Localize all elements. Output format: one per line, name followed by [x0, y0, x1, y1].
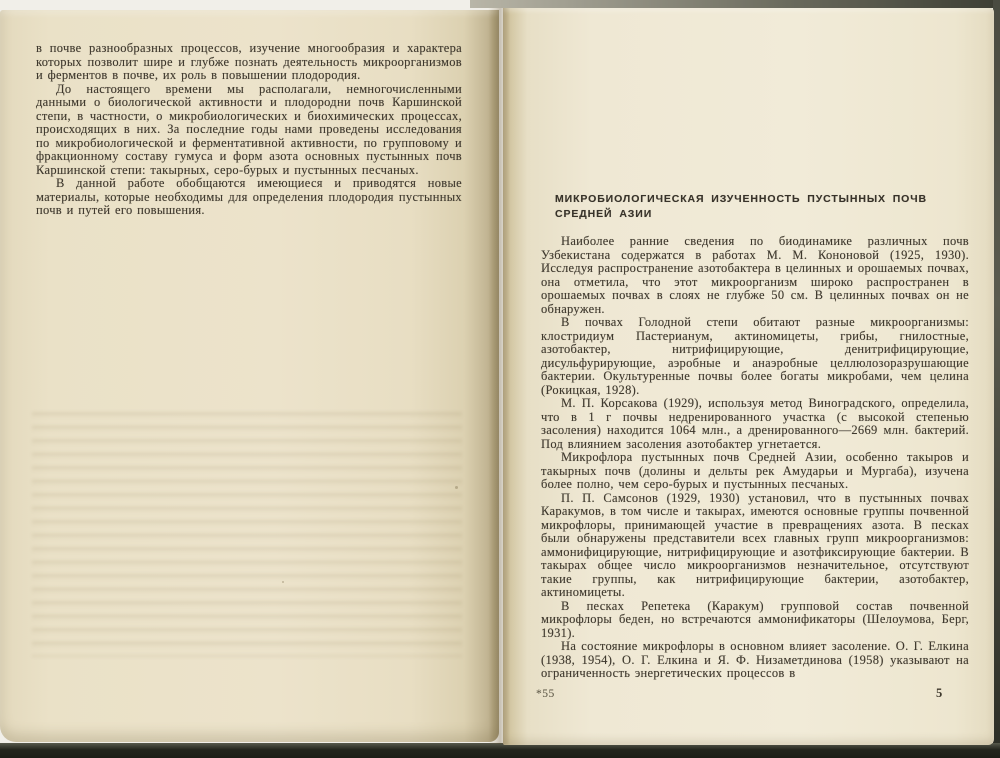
- left-page-text: [36, 42, 462, 218]
- right-page-text: [541, 192, 969, 681]
- book-block-shadow: [0, 743, 1000, 758]
- paragraph: В данной работе обобщаются имеющиеся и приводятся новые материалы, которые необходимы для определения плодородия пустынных почв и путей его повышения.: [36, 176, 462, 217]
- paper-speck: [282, 581, 284, 583]
- bleed-through-text: [32, 412, 462, 657]
- paragraph: До настоящего времени мы располагали, немногочисленными данными о биологической активности и плодородни почв Каршинской степи, в частности, о микробиологических и биохимических процессах, происходящих в них. За последние годы нами проведены исследования по микробиологической и ферментативной активности, по групповому и фракционному составу гумуса и форм азота основных пустынных почв Каршинской степи: такырных, серо-бурых и пустынных песчаных.: [36, 81, 462, 177]
- photo-edge-top: [470, 0, 1000, 8]
- page-number: 5: [936, 686, 943, 700]
- paragraph: В песках Репетека (Каракум) групповой состав почвенной микрофлоры беден, но встречаются аммонификаторы (Шелоумова, Берг, 1931).: [541, 598, 969, 640]
- spine-crease: [488, 8, 510, 744]
- section-heading-line: СРЕДНЕЙ АЗИИ: [555, 208, 653, 220]
- photo-edge-right: [993, 0, 1000, 758]
- paper-speck: [455, 486, 458, 489]
- section-heading-line: МИКРОБИОЛОГИЧЕСКАЯ ИЗУЧЕННОСТЬ ПУСТЫННЫХ ПОЧВ: [555, 193, 927, 205]
- paragraph: в почве разнообразных процессов, изучение многообразия и характера которых позволит шире и глубже познать деятельность микроорганизмов и ферментов в почве, их роль в повышении плодородия.: [36, 41, 462, 82]
- section-heading: [541, 192, 969, 222]
- paragraph: Микрофлора пустынных почв Средней Азии, особенно такыров и такырных почв (долины и дельты рек Амударьи и Мургаба), изучена более полно, чем серо-бурых и пустынных песчаных.: [541, 450, 969, 491]
- paragraph: П. П. Самсонов (1929, 1930) установил, что в пустынных почвах Каракумов, в том числе и такырах, имеются основные группы почвенной микрофлоры, принимающей участие в превращениях азота. В песках были обнаружены представители всех главных групп микроорганизмов: аммонифицирующие, нитрифицирующие и азотфиксирующие бактерии. В такырах общее число микроорганизмов незначительное, отсутствуют такие группы, как нитрифицирующие бактерии, азотобактер, актиномицеты.: [541, 490, 969, 599]
- paragraph: М. П. Корсакова (1929), используя метод Виноградского, определила, что в 1 г почвы недренированного участка (с высокой степенью засоления) находится 1064 млн., а дренированного—2669 млн. бактерий. Под влиянием засоления азотобактер угнетается.: [541, 396, 969, 451]
- paragraph: В почвах Голодной степи обитают разные микроорганизмы: клостридиум Пастерианум, актиномицеты, грибы, гнилостные, азотобактер, нитрифицирующие, денитрифицирующие, дисульфурирующие, аэробные и анаэробные целлюлозоразрушающие бактерии. Окультуренные почвы более богаты микробами, чем целина (Рокицкая, 1928).: [541, 315, 969, 397]
- paragraph: Наиболее ранние сведения по биодинамике различных почв Узбекистана содержатся в работах М. М. Кононовой (1925, 1930). Исследуя распространение азотобактера в целинных и орошаемых почвах, она отметила, что этот микроорганизм широко распространен в орошаемых почвах в слоях не глубже 50 см. В целинных почвах он не обнаружен.: [541, 234, 969, 316]
- paragraph: На состояние микрофлоры в основном влияет засоление. О. Г. Елкина (1938, 1954), О. Г. Елкина и Я. Ф. Низаметдинова (1958) указывают на ограниченность энергетических процессов в: [541, 639, 969, 680]
- signature-mark: *55: [536, 688, 555, 700]
